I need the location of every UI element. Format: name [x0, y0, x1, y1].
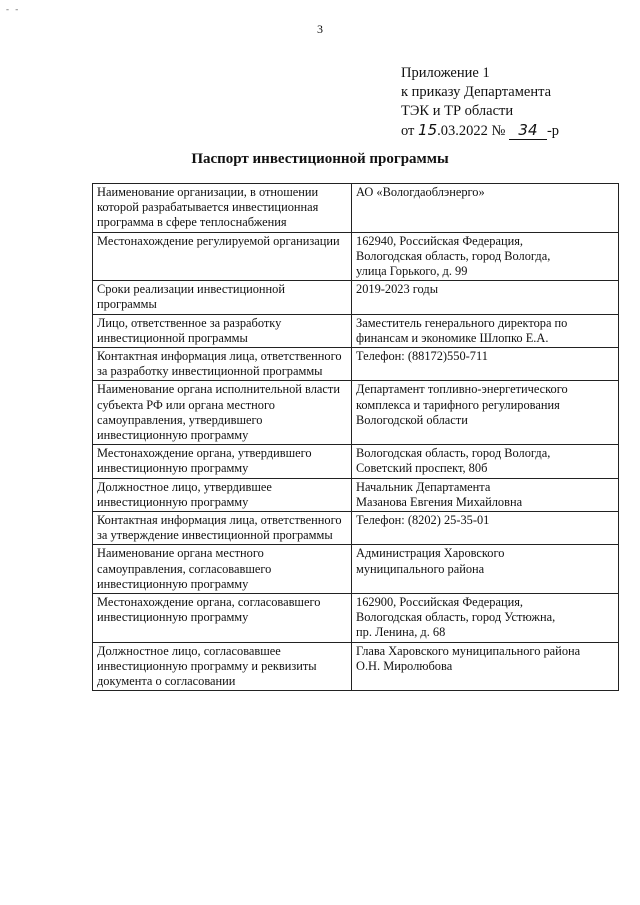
handwritten-day: 15	[418, 121, 438, 139]
row-label: Лицо, ответственное за разработку инвестиционной программы	[93, 314, 352, 347]
appendix-line: ТЭК и ТР области	[401, 103, 514, 119]
row-value-line: финансам и экономике Шлопко Е.А.	[356, 330, 549, 345]
row-label: Должностное лицо, согласовавшее инвестиционную программу и реквизиты документа о согласовании	[93, 642, 352, 691]
row-value-line: 162940, Российская Федерация,	[356, 233, 524, 248]
row-value-line: Вологодская область, город Вологда,	[356, 446, 551, 461]
row-value	[352, 348, 619, 381]
row-value-line: Вологодская область, город Устюжна,	[356, 610, 556, 625]
row-value-line: Заместитель генерального директора по	[356, 315, 568, 330]
date-rest: .03.2022 №	[437, 123, 509, 139]
row-value	[352, 642, 619, 691]
row-value-line: Администрация Харовского	[356, 546, 505, 561]
row-label: Местонахождение регулируемой организации	[93, 232, 352, 281]
table-row	[93, 281, 619, 314]
row-value-line: Глава Харовского муниципального района	[356, 643, 581, 658]
row-value-line: пр. Ленина, д. 68	[356, 625, 446, 640]
row-value-line: О.Н. Миролюбова	[356, 658, 453, 673]
row-label: Контактная информация лица, ответственного за разработку инвестиционной программы	[93, 348, 352, 381]
row-label: Наименование органа местного самоуправления, согласовавшего инвестиционную программу	[93, 545, 352, 594]
row-value-line: Вологодской области	[356, 412, 468, 427]
row-value	[352, 594, 619, 643]
table-row	[93, 314, 619, 347]
row-value-line: комплекса и тарифного регулирования	[356, 397, 560, 412]
row-value-line: Телефон: (88172)550-711	[356, 349, 488, 364]
row-value	[352, 281, 619, 314]
row-label: Местонахождение органа, согласовавшего инвестиционную программу	[93, 594, 352, 643]
row-value-line: Вологодская область, город Вологда,	[356, 248, 551, 263]
table-row	[93, 184, 619, 233]
row-value-line: улица Горького, д. 99	[356, 264, 468, 279]
scan-mark: - -	[6, 4, 21, 14]
row-value-line: 2019-2023 годы	[356, 282, 439, 297]
table-row	[93, 545, 619, 594]
table-row	[93, 594, 619, 643]
row-label: Сроки реализации инвестиционной программы	[93, 281, 352, 314]
table-row	[93, 232, 619, 281]
row-value-line: Начальник Департамента	[356, 479, 491, 494]
date-prefix: от	[401, 123, 419, 139]
table-row	[93, 381, 619, 445]
row-value	[352, 445, 619, 478]
appendix-header	[401, 64, 559, 141]
row-value-line: АО «Вологдаоблэнерго»	[356, 185, 485, 199]
order-number-field	[509, 122, 547, 140]
table-row	[93, 445, 619, 478]
appendix-line: к приказу Департамента	[401, 84, 552, 100]
table-row	[93, 478, 619, 511]
row-value-line: Мазанова Евгения Михайловна	[356, 494, 523, 509]
passport-table	[92, 183, 619, 691]
row-label: Наименование организации, в отношении которой разрабатывается инвестиционная программа в сфере теплоснабжения	[93, 184, 352, 233]
row-label: Должностное лицо, утвердившее инвестиционную программу	[93, 478, 352, 511]
row-value-line: Советский проспект, 80б	[356, 461, 488, 476]
row-value	[352, 381, 619, 445]
row-value	[352, 478, 619, 511]
handwritten-order-number: 34	[518, 121, 538, 139]
table-row	[93, 512, 619, 545]
row-label: Контактная информация лица, ответственного за утверждение инвестиционной программы	[93, 512, 352, 545]
row-value	[352, 314, 619, 347]
row-value	[352, 512, 619, 545]
appendix-date-line	[401, 121, 559, 141]
table-row	[93, 348, 619, 381]
row-value-line: 162900, Российская Федерация,	[356, 595, 524, 610]
row-value-line: Телефон: (8202) 25-35-01	[356, 513, 490, 528]
row-value-line: муниципального района	[356, 561, 485, 576]
row-label: Наименование органа исполнительной власти субъекта РФ или органа местного самоуправления, утвердившего инвестиционную программу	[93, 381, 352, 445]
row-label: Местонахождение органа, утвердившего инвестиционную программу	[93, 445, 352, 478]
table-row	[93, 642, 619, 691]
row-value-line: Департамент топливно-энергетического	[356, 382, 568, 397]
order-suffix: -р	[546, 123, 560, 139]
row-value	[352, 545, 619, 594]
appendix-line: Приложение 1	[401, 65, 490, 81]
passport-table-body	[93, 184, 619, 691]
page-number: 3	[317, 22, 323, 36]
row-value	[352, 232, 619, 281]
row-value	[352, 184, 619, 233]
document-title: Паспорт инвестиционной программы	[191, 151, 449, 167]
